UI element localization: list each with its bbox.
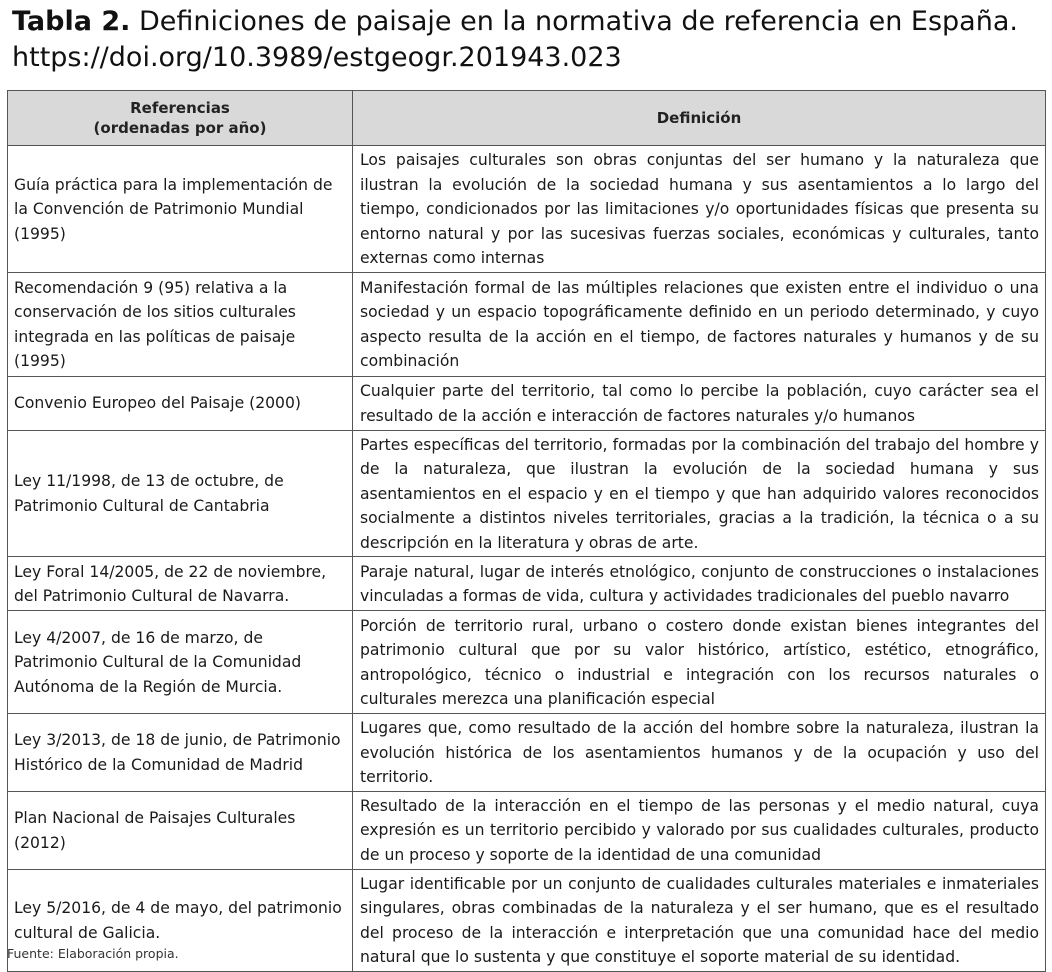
table-row <box>8 557 1046 611</box>
reference-cell: Convenio Europeo del Paisaje (2000) <box>8 376 353 430</box>
caption-label: Tabla 2. <box>12 6 131 37</box>
reference-cell: Ley 5/2016, de 4 de mayo, del patrimonio cultural de Galicia. <box>8 869 353 971</box>
table-row <box>8 791 1046 869</box>
table-row <box>8 611 1046 714</box>
table-header-row <box>8 91 1046 146</box>
table-caption <box>12 4 1042 76</box>
definition-cell: Porción de territorio rural, urbano o costero donde existan bienes integrantes del patrimonio cultural que por su valor histórico, artístico, estético, etnográfico, antropológico, técnico o industrial e integración con los recursos naturales o culturales merezca una planificación especial <box>353 611 1046 714</box>
definition-cell: Resultado de la interacción en el tiempo de las personas y el medio natural, cuya expresión es un territorio percibido y valorado por sus cualidades culturales, producto de un proceso y soporte de la identidad de una comunidad <box>353 791 1046 869</box>
doi-link[interactable]: https://doi.org/10.3989/estgeogr.201943.023 <box>12 42 622 73</box>
table-row <box>8 146 1046 273</box>
header-definition: Definición <box>353 91 1046 146</box>
caption-title: Definiciones de paisaje en la normativa de referencia en España. <box>139 6 1018 37</box>
header-references-title: Referencias <box>130 99 230 117</box>
definition-cell: Manifestación formal de las múltiples relaciones que existen entre el individuo o una sociedad y un espacio topográficamente definido en un periodo determinado, y cuyo aspecto resulta de la acción en el tiempo, de factores naturales y humanos y de su combinación <box>353 272 1046 376</box>
table-row <box>8 272 1046 376</box>
table-row <box>8 714 1046 792</box>
reference-cell: Ley 3/2013, de 18 de junio, de Patrimonio Histórico de la Comunidad de Madrid <box>8 714 353 792</box>
definition-cell: Lugares que, como resultado de la acción del hombre sobre la naturaleza, ilustran la evolución histórica de los asentamientos humanos y de la ocupación y uso del territorio. <box>353 714 1046 792</box>
reference-cell: Plan Nacional de Paisajes Culturales (2012) <box>8 791 353 869</box>
header-references <box>8 91 353 146</box>
reference-cell: Recomendación 9 (95) relativa a la conservación de los sitios culturales integrada en las políticas de paisaje (1995) <box>8 272 353 376</box>
definitions-table <box>7 90 1046 972</box>
table-row <box>8 376 1046 430</box>
source-note: Fuente: Elaboración propia. <box>7 946 179 961</box>
definition-cell: Los paisajes culturales son obras conjuntas del ser humano y la naturaleza que ilustran la evolución de la sociedad humana y sus asentamientos a lo largo del tiempo, condicionados por las limitaciones y/o oportunidades físicas que presenta su entorno natural y por las sucesivas fuerzas sociales, económicas y culturales, tanto externas como internas <box>353 146 1046 273</box>
table-row <box>8 430 1046 557</box>
definition-cell: Partes específicas del territorio, formadas por la combinación del trabajo del hombre y de la naturaleza, que ilustran la evolución de la sociedad humana y sus asentamientos en el espacio y en el tiempo y que han adquirido valores reconocidos socialmente a distintos niveles territoriales, gracias a la tradición, la técnica o a su descripción en la literatura y obras de arte. <box>353 430 1046 557</box>
reference-cell: Ley 11/1998, de 13 de octubre, de Patrimonio Cultural de Cantabria <box>8 430 353 557</box>
reference-cell: Ley Foral 14/2005, de 22 de noviembre, del Patrimonio Cultural de Navarra. <box>8 557 353 611</box>
definition-cell: Lugar identificable por un conjunto de cualidades culturales materiales e inmateriales singulares, obras combinadas de la naturaleza y el ser humano, que es el resultado del proceso de la interacción e interpretación que una comunidad hace del medio natural que lo sustenta y que constituye el soporte material de su identidad. <box>353 869 1046 971</box>
definition-cell: Paraje natural, lugar de interés etnológico, conjunto de construcciones o instalaciones vinculadas a formas de vida, cultura y actividades tradicionales del pueblo navarro <box>353 557 1046 611</box>
reference-cell: Guía práctica para la implementación de la Convención de Patrimonio Mundial (1995) <box>8 146 353 273</box>
reference-cell: Ley 4/2007, de 16 de marzo, de Patrimonio Cultural de la Comunidad Autónoma de la Región de Murcia. <box>8 611 353 714</box>
header-references-subtitle: (ordenadas por año) <box>93 119 267 137</box>
definition-cell: Cualquier parte del territorio, tal como lo percibe la población, cuyo carácter sea el resultado de la acción e interacción de factores naturales y/o humanos <box>353 376 1046 430</box>
